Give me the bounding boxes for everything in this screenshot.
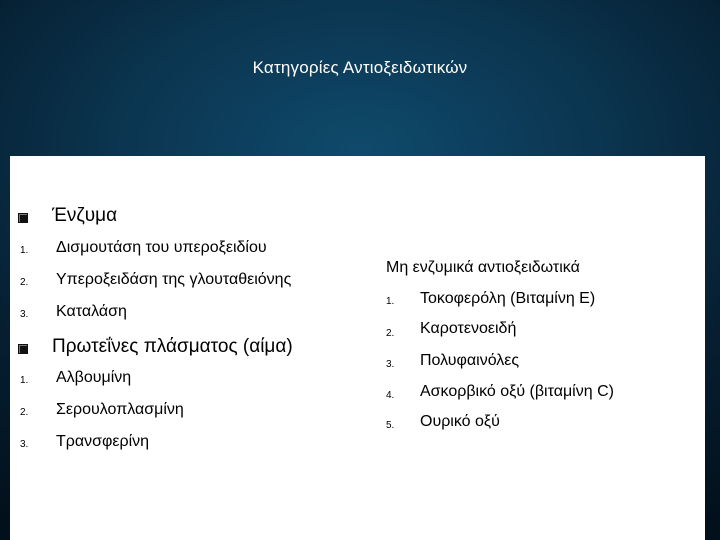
list-item: Ασκορβικό οξύ (βιταμίνη C) — [420, 383, 614, 400]
list-number: 4. — [386, 390, 395, 401]
list-item: Τρανσφερίνη — [56, 433, 150, 450]
list-item: Τοκοφερόλη (Βιταμίνη Ε) — [420, 290, 596, 307]
list-number: 1. — [20, 375, 29, 386]
list-number: 2. — [386, 328, 395, 339]
list-item: Καταλάση — [56, 303, 127, 320]
square-bullet-icon — [18, 344, 28, 354]
plasma-proteins-heading: Πρωτεΐνες πλάσματος (αίμα) — [52, 336, 293, 357]
non-enzymatic-heading: Μη ενζυμικά αντιοξειδωτικά — [386, 259, 580, 276]
list-number: 3. — [20, 439, 29, 450]
list-number: 3. — [386, 359, 395, 370]
list-item: Σερουλοπλασμίνη — [56, 401, 184, 418]
content-panel — [10, 156, 705, 540]
list-number: 1. — [20, 245, 29, 256]
square-bullet-icon — [18, 213, 28, 223]
list-number: 1. — [386, 296, 395, 307]
list-item: Αλβουμίνη — [56, 369, 132, 386]
slide-title: Κατηγορίες Αντιοξειδωτικών — [252, 58, 468, 77]
list-number: 2. — [20, 407, 29, 418]
list-item: Ουρικό οξύ — [420, 413, 500, 430]
list-item: Δισμουτάση του υπεροξειδίου — [56, 239, 267, 256]
list-item: Πολυφαινόλες — [420, 352, 520, 369]
list-item: Υπεροξειδάση της γλουταθειόνης — [56, 271, 292, 288]
enzymes-heading: Ένζυμα — [52, 205, 118, 226]
list-number: 5. — [386, 420, 395, 431]
list-number: 2. — [20, 277, 29, 288]
list-item: Καροτενοειδή — [420, 320, 517, 337]
list-number: 3. — [20, 309, 29, 320]
